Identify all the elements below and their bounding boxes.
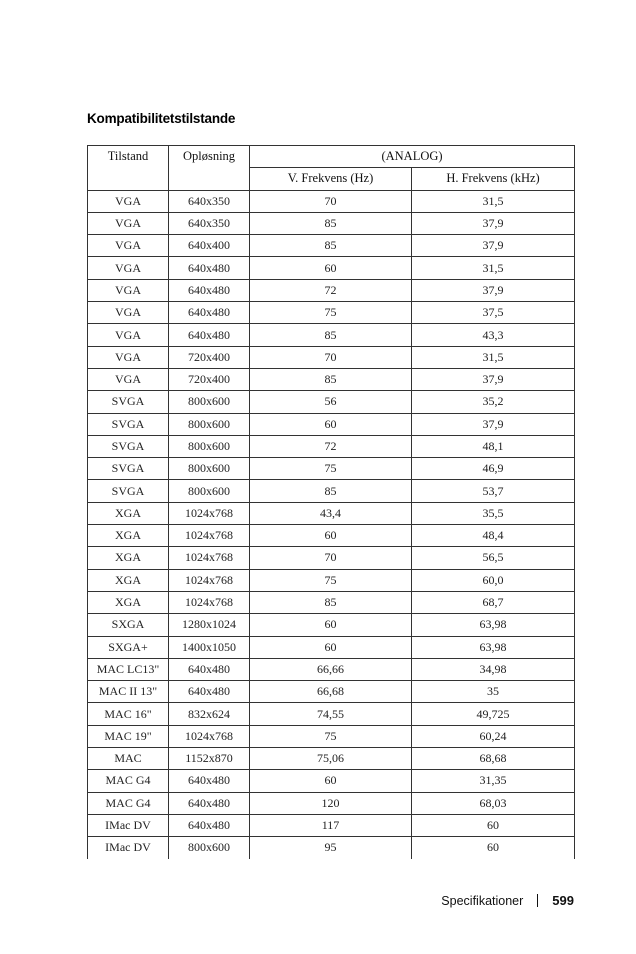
cell-vertical-frequency: 95	[250, 837, 412, 859]
table-row	[88, 368, 575, 390]
table-row	[88, 302, 575, 324]
cell-resolution: 640x480	[169, 770, 250, 792]
cell-resolution: 800x600	[169, 837, 250, 859]
table-row	[88, 792, 575, 814]
table-row	[88, 770, 575, 792]
cell-horizontal-frequency: 68,68	[412, 748, 575, 770]
cell-resolution: 1024x768	[169, 525, 250, 547]
cell-horizontal-frequency: 34,98	[412, 658, 575, 680]
cell-mode: MAC G4	[88, 792, 169, 814]
cell-mode: SVGA	[88, 480, 169, 502]
table-row	[88, 435, 575, 457]
cell-mode: XGA	[88, 591, 169, 613]
cell-horizontal-frequency: 48,4	[412, 525, 575, 547]
cell-mode: SVGA	[88, 435, 169, 457]
cell-vertical-frequency: 85	[250, 591, 412, 613]
cell-resolution: 1400x1050	[169, 636, 250, 658]
cell-vertical-frequency: 75	[250, 725, 412, 747]
cell-resolution: 1152x870	[169, 748, 250, 770]
cell-resolution: 640x480	[169, 658, 250, 680]
table-row	[88, 391, 575, 413]
cell-resolution: 640x480	[169, 792, 250, 814]
cell-vertical-frequency: 60	[250, 413, 412, 435]
cell-resolution: 640x480	[169, 681, 250, 703]
cell-resolution: 640x350	[169, 212, 250, 234]
cell-horizontal-frequency: 31,5	[412, 257, 575, 279]
cell-horizontal-frequency: 63,98	[412, 614, 575, 636]
cell-horizontal-frequency: 37,9	[412, 413, 575, 435]
table-row	[88, 748, 575, 770]
cell-resolution: 640x480	[169, 814, 250, 836]
cell-mode: VGA	[88, 302, 169, 324]
footer-section-title: Specifikationer	[441, 893, 524, 908]
cell-resolution: 720x400	[169, 346, 250, 368]
header-horizontal-frequency: H. Frekvens (kHz)	[412, 168, 575, 190]
cell-mode: MAC G4	[88, 770, 169, 792]
cell-mode: SVGA	[88, 458, 169, 480]
table-row	[88, 525, 575, 547]
cell-vertical-frequency: 70	[250, 346, 412, 368]
cell-vertical-frequency: 60	[250, 525, 412, 547]
table-header-row	[88, 146, 575, 168]
footer-divider	[537, 894, 538, 907]
cell-mode: MAC 19"	[88, 725, 169, 747]
cell-resolution: 1024x768	[169, 569, 250, 591]
table-row	[88, 614, 575, 636]
cell-vertical-frequency: 75	[250, 302, 412, 324]
cell-resolution: 800x600	[169, 413, 250, 435]
cell-vertical-frequency: 70	[250, 190, 412, 212]
table-row	[88, 814, 575, 836]
cell-resolution: 800x600	[169, 480, 250, 502]
cell-resolution: 640x350	[169, 190, 250, 212]
cell-vertical-frequency: 75	[250, 458, 412, 480]
cell-horizontal-frequency: 48,1	[412, 435, 575, 457]
table-row	[88, 480, 575, 502]
cell-horizontal-frequency: 68,03	[412, 792, 575, 814]
cell-mode: SXGA+	[88, 636, 169, 658]
cell-mode: IMac DV	[88, 837, 169, 859]
header-vertical-frequency: V. Frekvens (Hz)	[250, 168, 412, 190]
table-row	[88, 346, 575, 368]
cell-horizontal-frequency: 31,5	[412, 346, 575, 368]
table-row	[88, 569, 575, 591]
cell-resolution: 640x480	[169, 257, 250, 279]
cell-mode: SXGA	[88, 614, 169, 636]
table-row	[88, 413, 575, 435]
cell-mode: SVGA	[88, 391, 169, 413]
cell-mode: XGA	[88, 547, 169, 569]
cell-resolution: 1024x768	[169, 725, 250, 747]
table-row	[88, 725, 575, 747]
cell-vertical-frequency: 66,66	[250, 658, 412, 680]
cell-vertical-frequency: 60	[250, 770, 412, 792]
cell-horizontal-frequency: 31,5	[412, 190, 575, 212]
table-row	[88, 279, 575, 301]
table-row	[88, 703, 575, 725]
page-footer	[441, 893, 574, 908]
cell-horizontal-frequency: 31,35	[412, 770, 575, 792]
table-row	[88, 658, 575, 680]
cell-vertical-frequency: 72	[250, 435, 412, 457]
compatibility-table	[87, 145, 575, 859]
cell-vertical-frequency: 85	[250, 324, 412, 346]
cell-vertical-frequency: 72	[250, 279, 412, 301]
cell-vertical-frequency: 85	[250, 212, 412, 234]
cell-mode: VGA	[88, 190, 169, 212]
table-row	[88, 324, 575, 346]
cell-vertical-frequency: 56	[250, 391, 412, 413]
cell-vertical-frequency: 66,68	[250, 681, 412, 703]
table-row	[88, 591, 575, 613]
cell-mode: MAC 16"	[88, 703, 169, 725]
cell-horizontal-frequency: 37,9	[412, 235, 575, 257]
cell-horizontal-frequency: 68,7	[412, 591, 575, 613]
cell-mode: VGA	[88, 324, 169, 346]
cell-vertical-frequency: 74,55	[250, 703, 412, 725]
cell-mode: IMac DV	[88, 814, 169, 836]
table-row	[88, 636, 575, 658]
cell-resolution: 640x480	[169, 279, 250, 301]
table-body	[88, 190, 575, 858]
cell-vertical-frequency: 60	[250, 257, 412, 279]
cell-resolution: 1024x768	[169, 547, 250, 569]
cell-vertical-frequency: 70	[250, 547, 412, 569]
cell-resolution: 800x600	[169, 458, 250, 480]
table-row	[88, 681, 575, 703]
cell-mode: VGA	[88, 368, 169, 390]
table-row	[88, 235, 575, 257]
cell-horizontal-frequency: 56,5	[412, 547, 575, 569]
table-row	[88, 257, 575, 279]
cell-mode: MAC LC13"	[88, 658, 169, 680]
cell-mode: VGA	[88, 257, 169, 279]
cell-vertical-frequency: 85	[250, 368, 412, 390]
cell-horizontal-frequency: 35,2	[412, 391, 575, 413]
cell-horizontal-frequency: 63,98	[412, 636, 575, 658]
table-row	[88, 190, 575, 212]
cell-resolution: 1024x768	[169, 502, 250, 524]
cell-horizontal-frequency: 60,0	[412, 569, 575, 591]
cell-vertical-frequency: 117	[250, 814, 412, 836]
cell-vertical-frequency: 85	[250, 480, 412, 502]
cell-mode: XGA	[88, 525, 169, 547]
table-row	[88, 502, 575, 524]
cell-resolution: 1280x1024	[169, 614, 250, 636]
table-row	[88, 212, 575, 234]
cell-vertical-frequency: 75	[250, 569, 412, 591]
cell-mode: VGA	[88, 346, 169, 368]
cell-horizontal-frequency: 37,5	[412, 302, 575, 324]
cell-horizontal-frequency: 60	[412, 814, 575, 836]
cell-horizontal-frequency: 35,5	[412, 502, 575, 524]
cell-horizontal-frequency: 35	[412, 681, 575, 703]
cell-horizontal-frequency: 43,3	[412, 324, 575, 346]
cell-vertical-frequency: 43,4	[250, 502, 412, 524]
cell-mode: MAC	[88, 748, 169, 770]
cell-horizontal-frequency: 37,9	[412, 279, 575, 301]
cell-resolution: 640x480	[169, 324, 250, 346]
table-row	[88, 458, 575, 480]
cell-mode: VGA	[88, 279, 169, 301]
header-analog-group: (ANALOG)	[250, 146, 575, 168]
cell-horizontal-frequency: 60	[412, 837, 575, 859]
cell-mode: XGA	[88, 569, 169, 591]
cell-vertical-frequency: 85	[250, 235, 412, 257]
cell-horizontal-frequency: 60,24	[412, 725, 575, 747]
cell-horizontal-frequency: 37,9	[412, 368, 575, 390]
cell-horizontal-frequency: 46,9	[412, 458, 575, 480]
cell-vertical-frequency: 120	[250, 792, 412, 814]
cell-horizontal-frequency: 49,725	[412, 703, 575, 725]
table-row	[88, 547, 575, 569]
cell-resolution: 800x600	[169, 435, 250, 457]
cell-vertical-frequency: 75,06	[250, 748, 412, 770]
cell-resolution: 640x400	[169, 235, 250, 257]
cell-vertical-frequency: 60	[250, 614, 412, 636]
cell-resolution: 720x400	[169, 368, 250, 390]
cell-mode: XGA	[88, 502, 169, 524]
cell-horizontal-frequency: 37,9	[412, 212, 575, 234]
cell-resolution: 800x600	[169, 391, 250, 413]
table-row	[88, 837, 575, 859]
cell-mode: SVGA	[88, 413, 169, 435]
header-resolution: Opløsning	[169, 146, 250, 191]
section-heading: Kompatibilitetstilstande	[87, 111, 236, 126]
cell-resolution: 640x480	[169, 302, 250, 324]
cell-mode: VGA	[88, 235, 169, 257]
header-mode: Tilstand	[88, 146, 169, 191]
page-number: 599	[552, 893, 574, 908]
cell-resolution: 832x624	[169, 703, 250, 725]
cell-mode: MAC II 13"	[88, 681, 169, 703]
cell-horizontal-frequency: 53,7	[412, 480, 575, 502]
cell-mode: VGA	[88, 212, 169, 234]
cell-vertical-frequency: 60	[250, 636, 412, 658]
cell-resolution: 1024x768	[169, 591, 250, 613]
